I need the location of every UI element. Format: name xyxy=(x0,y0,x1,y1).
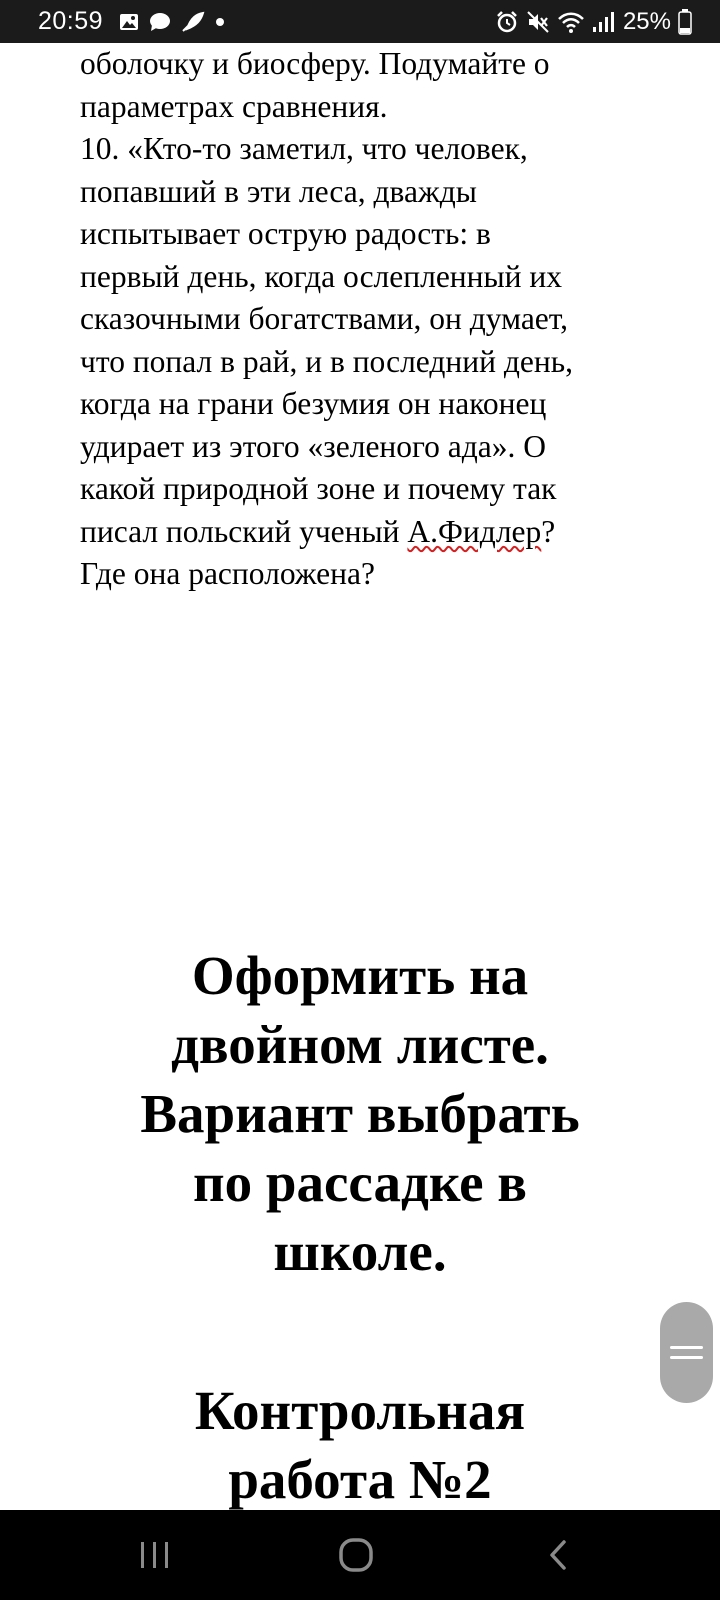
alarm-icon xyxy=(495,10,519,34)
text-line: 10. «Кто-то заметил, что человек, xyxy=(80,131,528,166)
fast-scroll-handle[interactable] xyxy=(660,1302,713,1403)
home-button[interactable] xyxy=(296,1510,416,1600)
back-button[interactable] xyxy=(498,1510,618,1600)
scroll-grip-line xyxy=(670,1356,703,1359)
battery-icon xyxy=(678,9,692,35)
navigation-bar xyxy=(0,1510,720,1600)
text-line xyxy=(80,511,680,554)
text-line: какой природной зоне и почему так xyxy=(80,471,557,506)
image-icon xyxy=(119,13,139,31)
recent-apps-icon xyxy=(139,1540,171,1570)
heading-line: двойном листе. xyxy=(171,1014,549,1075)
dot-icon xyxy=(215,17,225,27)
heading-line: Оформить на xyxy=(191,945,529,1006)
heading-line: школе. xyxy=(273,1221,447,1282)
status-left xyxy=(38,0,225,43)
mute-icon xyxy=(526,10,550,34)
status-bar xyxy=(0,0,720,43)
heading-line: работа №2 xyxy=(228,1449,492,1510)
text-line: первый день, когда ослепленный их xyxy=(80,258,563,294)
document-view[interactable] xyxy=(0,43,720,1510)
chat-bubble-icon xyxy=(149,12,171,32)
recent-apps-button[interactable] xyxy=(95,1510,215,1600)
heading-line: по рассадке в xyxy=(192,1152,528,1213)
test-title xyxy=(0,1376,720,1510)
text-line: сказочными богатствами, он думает, xyxy=(80,301,569,336)
text-line: удирает из этого «зеленого ада». О xyxy=(80,428,547,464)
heading-line: Контрольная xyxy=(194,1380,526,1441)
heading-line: Вариант выбрать xyxy=(140,1083,580,1144)
feather-icon xyxy=(181,11,205,33)
text-fragment: писал польский ученый xyxy=(80,513,408,549)
text-line: Где она расположена? xyxy=(80,556,375,591)
scroll-grip-line xyxy=(670,1346,703,1349)
home-icon xyxy=(338,1537,374,1573)
signal-icon xyxy=(592,11,614,33)
text-fragment: ? xyxy=(541,513,556,549)
text-line: оболочку и биосферу. Подумайте о xyxy=(80,46,550,81)
question-text xyxy=(80,43,680,596)
text-line: параметрах сравнения. xyxy=(80,88,388,124)
wifi-icon xyxy=(557,10,585,34)
text-line: когда на грани безумия он наконец xyxy=(80,386,547,421)
text-line: что попал в рай, и в последний день, xyxy=(80,343,573,379)
back-icon xyxy=(547,1539,569,1571)
spellcheck-word: А.Фидлер xyxy=(407,513,542,549)
status-time: 20:59 xyxy=(38,7,104,35)
battery-percent: 25% xyxy=(622,7,671,35)
text-line: попавший в эти леса, дважды xyxy=(80,173,477,209)
instructions-heading xyxy=(0,941,720,1286)
status-right xyxy=(495,0,692,43)
text-line: испытывает острую радость: в xyxy=(80,216,491,251)
